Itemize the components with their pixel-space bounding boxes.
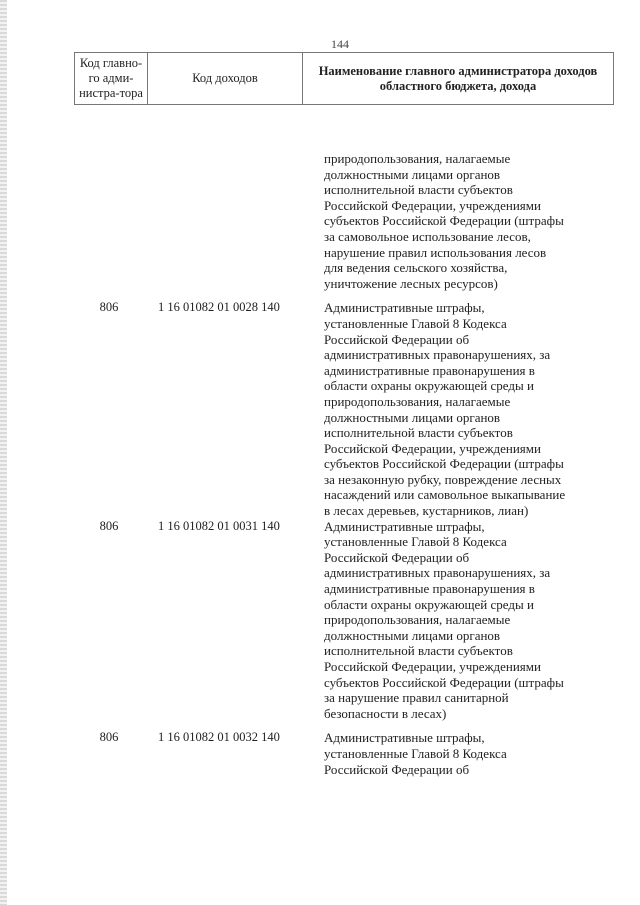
name-line: должностными лицами органов (324, 627, 501, 643)
name-line: Российской Федерации, учреждениями (324, 197, 541, 213)
code-cell (144, 151, 324, 291)
name-line: Российской Федерации, учреждениями (324, 440, 541, 456)
name-cell (324, 151, 609, 291)
name-line: насаждений или самовольное выкапывание (324, 487, 566, 503)
code-cell: 1 16 01082 01 0032 140 (158, 730, 280, 745)
table-row (74, 519, 614, 722)
name-line: административные правонарушения в (324, 581, 535, 597)
name-line: исполнительной власти субъектов (324, 643, 513, 659)
name-line: области охраны окружающей среды и (324, 596, 534, 612)
header-income-code: Код доходов (148, 53, 303, 105)
name-line: для ведения сельского хозяйства, (324, 260, 508, 276)
table-row (74, 730, 614, 777)
scan-left-edge (0, 0, 7, 905)
admin-cell: 806 (99, 518, 119, 533)
admin-cell: 806 (99, 300, 119, 315)
header-admin-code: Код главно-го адми-нистра-тора (75, 53, 148, 105)
name-line: Российской Федерации, учреждениями (324, 659, 541, 674)
name-line: административных правонарушениях, за (324, 347, 551, 363)
header-name: Наименование главного администратора доходов областного бюджета, дохода (303, 53, 614, 105)
name-line: Административные штрафы, (324, 300, 485, 316)
name-line: исполнительной власти субъектов (324, 182, 513, 198)
name-line: в лесах деревьев, кустарников, лиан) (324, 503, 529, 519)
name-line: Российской Федерации об (324, 549, 470, 565)
name-line: установленные Главой 8 Кодекса (324, 534, 507, 550)
name-line: Административные штрафы, (324, 518, 485, 534)
name-line: природопользования, налагаемые (324, 151, 511, 166)
name-line: должностными лицами органов (324, 166, 501, 182)
table-row (74, 300, 614, 518)
name-line: должностными лицами органов (324, 409, 501, 425)
name-line: за нарушение правил санитарной (324, 690, 509, 706)
name-line: Административные штрафы, (324, 730, 485, 746)
name-line: Российской Федерации об (324, 761, 470, 777)
name-line: природопользования, налагаемые (324, 612, 511, 628)
name-line: субъектов Российской Федерации (штрафы (324, 213, 564, 229)
table-body (74, 151, 614, 777)
name-line: установленные Главой 8 Кодекса (324, 745, 507, 761)
name-cell (324, 519, 609, 722)
name-line: субъектов Российской Федерации (штрафы (324, 456, 564, 472)
name-line: установленные Главой 8 Кодекса (324, 315, 507, 331)
name-line: безопасности в лесах) (324, 705, 447, 721)
admin-cell (74, 151, 144, 291)
name-line: за незаконную рубку, повреждение лесных (324, 471, 562, 487)
table-row-continuation (74, 151, 614, 291)
name-line: исполнительной власти субъектов (324, 425, 513, 441)
name-cell (324, 300, 609, 518)
name-line: уничтожение лесных ресурсов) (324, 275, 498, 291)
name-line: за самовольное использование лесов, (324, 228, 531, 244)
name-line: субъектов Российской Федерации (штрафы (324, 674, 564, 690)
name-cell (324, 730, 609, 777)
name-line: нарушение правил использования лесов (324, 244, 547, 260)
code-cell: 1 16 01082 01 0031 140 (158, 518, 280, 533)
name-line: Российской Федерации об (324, 331, 470, 347)
name-line: области охраны окружающей среды и (324, 378, 534, 394)
code-cell: 1 16 01082 01 0028 140 (158, 300, 280, 315)
admin-cell: 806 (99, 730, 119, 745)
name-line: природопользования, налагаемые (324, 393, 511, 409)
name-line: административных правонарушениях, за (324, 565, 551, 581)
table-header (74, 52, 614, 105)
name-line: административные правонарушения в (324, 362, 535, 378)
page-number: 144 (331, 37, 349, 51)
